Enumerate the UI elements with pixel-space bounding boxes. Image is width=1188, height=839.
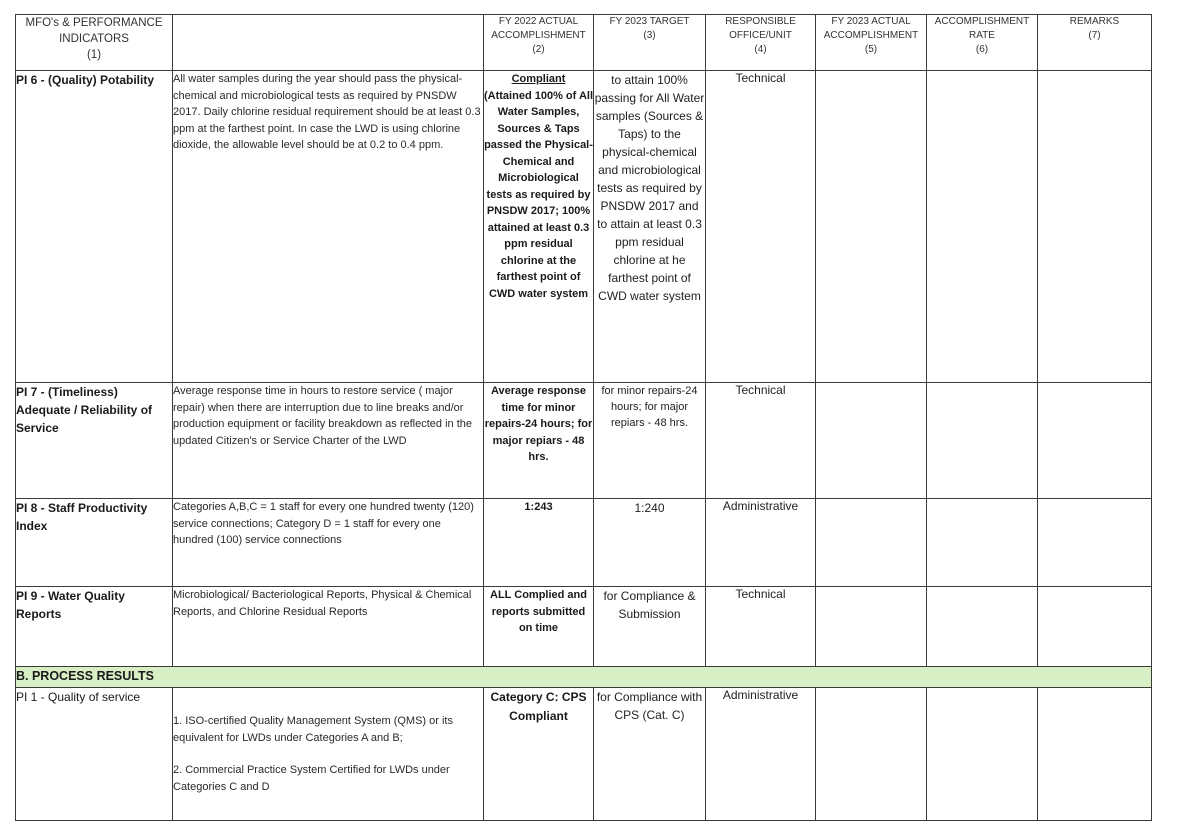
- header-line: REMARKS: [1069, 16, 1120, 27]
- header-line: ACCOMPLISHMENT: [491, 30, 586, 41]
- pi-name: PI 6 - (Quality) Potability: [16, 71, 173, 383]
- fy2022-accomplishment: 1:243: [484, 499, 594, 587]
- header-line: RESPONSIBLE: [725, 16, 796, 27]
- fy2023-target: to attain 100% passing for All Water samples (Sources & Taps) to the physical-chemical and microbiological tests as required by PNSDW 2017 and to attain at least 0.3 ppm residual chlorine at he farthest point of CWD water system: [594, 71, 706, 383]
- fy2023-target: for Compliance & Submission: [594, 587, 706, 667]
- header-responsible-office: [706, 15, 816, 71]
- header-row: [16, 15, 1152, 71]
- table-row: [16, 383, 1152, 499]
- fy2023-target: for Compliance with CPS (Cat. C): [594, 688, 706, 821]
- header-mfo-line: MFO's & PERFORMANCE: [25, 17, 163, 29]
- performance-table: [15, 14, 1152, 821]
- header-fy2022-actual: [484, 15, 594, 71]
- remarks-cell: [1038, 383, 1152, 499]
- fy2023-actual-cell: [816, 71, 927, 383]
- header-line: ACCOMPLISHMENT: [934, 16, 1030, 27]
- fy2022-accomplishment: ALL Complied and reports submitted on time: [484, 587, 594, 667]
- responsible-office: Technical: [706, 587, 816, 667]
- fy2023-actual-cell: [816, 587, 927, 667]
- responsible-office: Administrative: [706, 688, 816, 821]
- pi-description: Average response time in hours to restore service ( major repair) when there are interruption due to line breaks and/or production equipment or facility breakdown as reflected in the updated Citizen's or Service Charter of the LWD: [173, 383, 484, 499]
- accomplishment-rate-cell: [927, 499, 1038, 587]
- header-mfo: [16, 15, 173, 71]
- accomplishment-rate-cell: [927, 587, 1038, 667]
- fy2022-accomplishment: Category C: CPS Compliant: [484, 688, 594, 821]
- remarks-cell: [1038, 71, 1152, 383]
- header-fy2023-actual: [816, 15, 927, 71]
- table-row: [16, 71, 1152, 383]
- table-row: [16, 499, 1152, 587]
- description-item: 2. Commercial Practice System Certified for LWDs under Categories C and D: [173, 764, 450, 793]
- fy2023-actual-cell: [816, 688, 927, 821]
- fy2022-accomplishment: [484, 71, 594, 383]
- pi-description: Categories A,B,C = 1 staff for every one hundred twenty (120) service connections; Category D = 1 staff for every one hundred (100) service connections: [173, 499, 484, 587]
- accomplishment-rate-cell: [927, 688, 1038, 821]
- header-remarks: [1038, 15, 1152, 71]
- header-line: OFFICE/UNIT: [729, 30, 792, 41]
- header-accomplishment-rate: [927, 15, 1038, 71]
- accomplishment-text: (Attained 100% of All Water Samples, Sources & Taps passed the Physical-Chemical and Microbiological tests as required by PNSDW 2017; 100% attained at least 0.3 ppm residual chlorine at the farthest point of CWD water system: [484, 89, 593, 300]
- header-line: RATE: [969, 30, 995, 41]
- header-line: (7): [1088, 30, 1101, 41]
- table-row: [16, 688, 1152, 821]
- header-line: (2): [532, 44, 545, 55]
- header-line: (6): [975, 44, 989, 55]
- section-title: B. PROCESS RESULTS: [16, 667, 1152, 688]
- description-gap: [173, 746, 483, 762]
- accomplishment-rate-cell: [927, 71, 1038, 383]
- header-fy2023-target: [594, 15, 706, 71]
- description-item: 1. ISO-certified Quality Management System (QMS) or its equivalent for LWDs under Categories A and B;: [173, 715, 453, 744]
- accomplishment-heading: Compliant: [511, 73, 566, 85]
- fy2023-actual-cell: [816, 383, 927, 499]
- fy2022-accomplishment: Average response time for minor repairs-24 hours; for major repiars - 48 hrs.: [484, 383, 594, 499]
- pi-name: PI 7 - (Timeliness) Adequate / Reliability of Service: [16, 383, 173, 499]
- remarks-cell: [1038, 499, 1152, 587]
- header-line: FY 2023 ACTUAL: [831, 16, 911, 27]
- responsible-office: Technical: [706, 383, 816, 499]
- remarks-cell: [1038, 587, 1152, 667]
- fy2023-target: for minor repairs-24 hours; for major repiars - 48 hrs.: [594, 383, 706, 499]
- pi-name: PI 9 - Water Quality Reports: [16, 587, 173, 667]
- fy2023-actual-cell: [816, 499, 927, 587]
- header-mfo-line: INDICATORS: [59, 33, 129, 45]
- header-line: FY 2023 TARGET: [609, 16, 690, 27]
- responsible-office: Technical: [706, 71, 816, 383]
- header-standard: [173, 15, 484, 71]
- header-line: ACCOMPLISHMENT: [823, 30, 919, 41]
- table-row: [16, 587, 1152, 667]
- header-line: (5): [864, 44, 878, 55]
- pi-name: PI 1 - Quality of service: [16, 688, 173, 821]
- pi-description: Microbiological/ Bacteriological Reports, Physical & Chemical Reports, and Chlorine Residual Reports: [173, 587, 484, 667]
- fy2023-target: 1:240: [594, 499, 706, 587]
- accomplishment-rate-cell: [927, 383, 1038, 499]
- header-line: (4): [754, 44, 767, 55]
- pi-name: PI 8 - Staff Productivity Index: [16, 499, 173, 587]
- header-mfo-line: (1): [86, 49, 102, 61]
- pi-description: All water samples during the year should pass the physical-chemical and microbiological tests as required by PNSDW 2017. Daily chlorine residual requirement should be at least 0.3 ppm at the farthest point. In case the LWD is using chlorine dioxide, the allowable level should be at 0.2 to 0.4 ppm.: [173, 71, 484, 383]
- pi-description: [173, 688, 484, 821]
- remarks-cell: [1038, 688, 1152, 821]
- header-line: FY 2022 ACTUAL: [498, 16, 579, 27]
- responsible-office: Administrative: [706, 499, 816, 587]
- section-header-row: [16, 667, 1152, 688]
- header-line: (3): [643, 30, 656, 41]
